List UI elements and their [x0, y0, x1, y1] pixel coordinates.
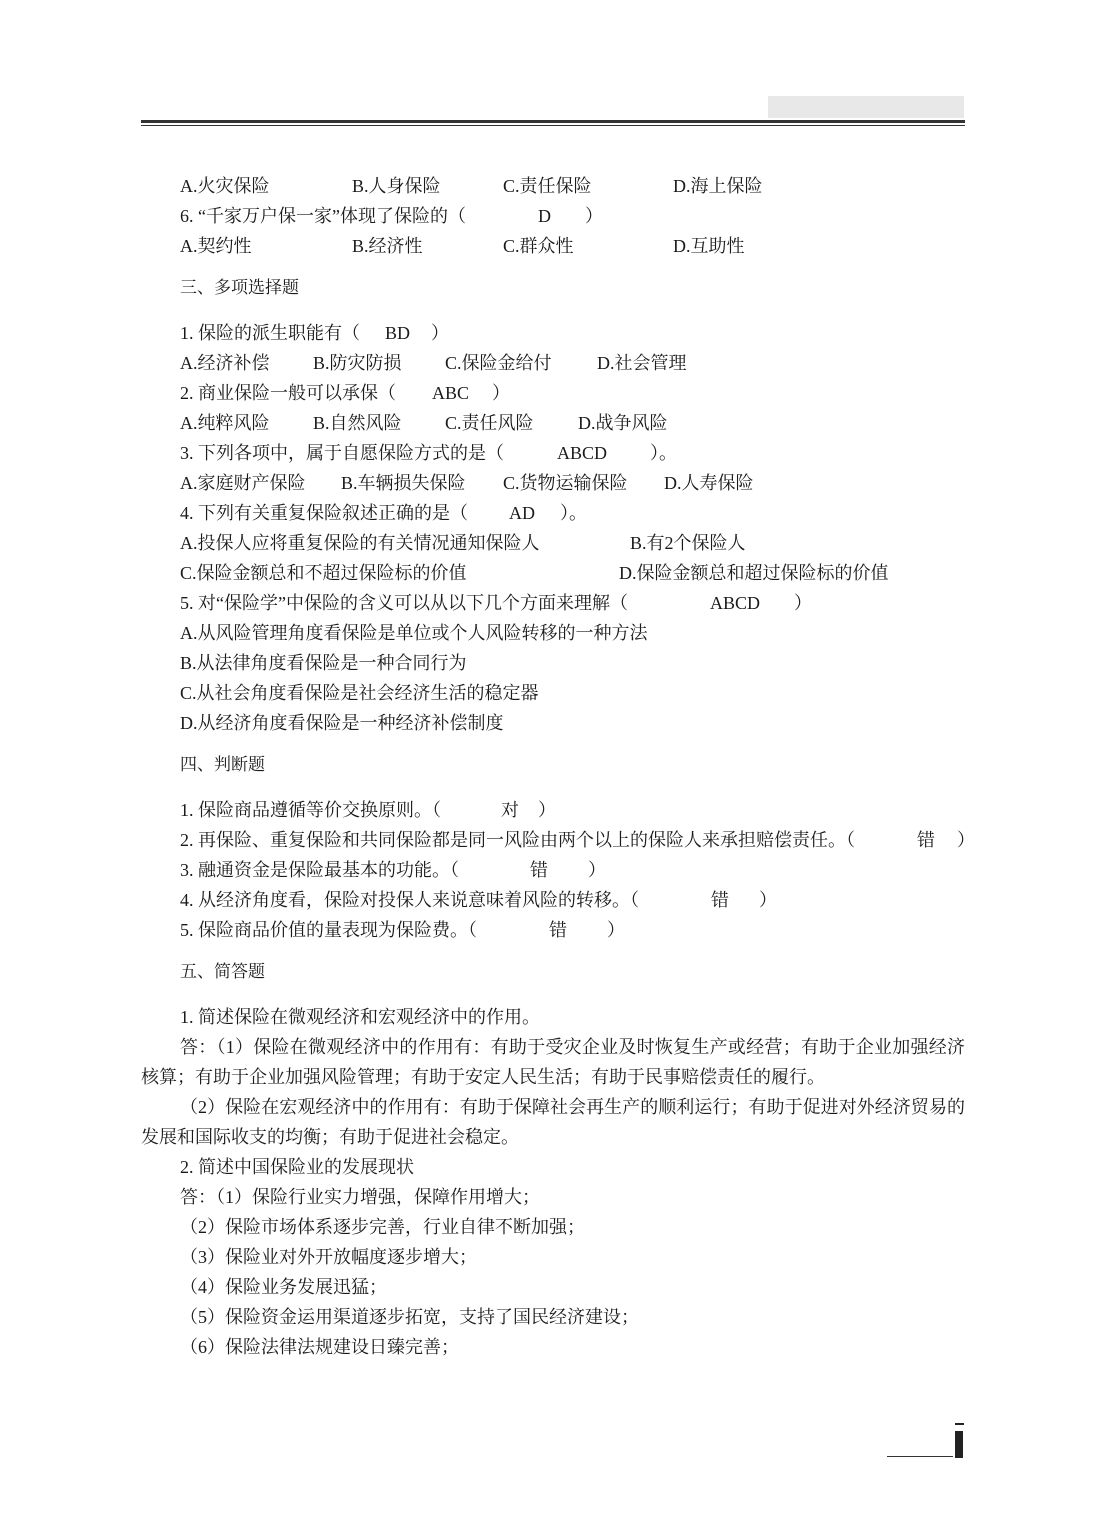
footer-tick — [955, 1423, 964, 1425]
stem-text: 2. 再保险、重复保险和共同保险都是同一风险由两个以上的保险人来承担赔偿责任。（ — [180, 830, 855, 850]
option-a: A.经济补偿 — [180, 353, 270, 373]
answer-item — [141, 1272, 971, 1302]
answer-item-text: （6）保险法律法规建设日臻完善； — [180, 1337, 459, 1357]
bracket-close: ） — [538, 800, 556, 820]
option-c: C.从社会角度看保险是社会经济生活的稳定器 — [180, 683, 539, 703]
question-stem — [141, 915, 971, 945]
stem-text: 5. 保险商品价值的量表现为保险费。（ — [180, 920, 477, 940]
footer-rule — [887, 1456, 953, 1457]
answer-item — [141, 1242, 971, 1272]
question-stem — [141, 201, 971, 231]
stem-text: 4. 从经济角度看，保险对投保人来说意味着风险的转移。（ — [180, 890, 639, 910]
question-stem — [141, 498, 971, 528]
option-c: C.保险金额总和不超过保险标的价值 — [180, 563, 467, 583]
mc5-option-c — [141, 678, 971, 708]
answer: D — [538, 206, 551, 226]
question-stem — [141, 438, 971, 468]
answer-item-text: （3）保险业对外开放幅度逐步增大； — [180, 1247, 477, 1267]
q6-options — [141, 231, 971, 261]
bracket-close: ）。 — [650, 443, 677, 463]
header-rule — [141, 120, 965, 123]
answer-item-text: （2）保险市场体系逐步完善，行业自律不断加强； — [180, 1217, 585, 1237]
option-d: D.海上保险 — [673, 176, 763, 196]
mc5-option-d — [141, 708, 971, 738]
option-c: C.货物运输保险 — [503, 473, 628, 493]
question-stem — [141, 318, 971, 348]
bracket-close: ） — [957, 830, 975, 850]
option-a: A.契约性 — [180, 236, 252, 256]
answer: 对 — [501, 800, 519, 820]
answer-item — [141, 1212, 971, 1242]
stem-text: 3. 融通资金是保险最基本的功能。（ — [180, 860, 459, 880]
bracket-close: ） — [585, 206, 603, 226]
option-d: D.社会管理 — [597, 353, 687, 373]
option-b: B.车辆损失保险 — [341, 473, 466, 493]
bracket-close: ） — [492, 383, 510, 403]
question-stem — [141, 1152, 971, 1182]
option-a: A.投保人应将重复保险的有关情况通知保险人 — [180, 533, 540, 553]
mc3-options — [141, 468, 971, 498]
bracket-close: ） — [759, 890, 777, 910]
stem-text: 2. 商业保险一般可以承保（ — [180, 383, 396, 403]
stem-text: 1. 保险商品遵循等价交换原则。（ — [180, 800, 441, 820]
answer: ABCD — [710, 593, 761, 613]
footer-bar — [955, 1431, 963, 1458]
stem-text: 4. 下列有关重复保险叙述正确的是（ — [180, 503, 468, 523]
bracket-close: ） — [607, 920, 625, 940]
question-stem — [141, 795, 971, 825]
section-heading: 三、多项选择题 — [180, 278, 299, 298]
mc4-options-row2 — [141, 558, 971, 588]
option-b: B.有2个保险人 — [630, 533, 746, 553]
page-content — [141, 171, 975, 1362]
section-heading: 五、简答题 — [180, 962, 265, 982]
question-stem — [141, 855, 971, 885]
answer-item-text: 答：（1）保险行业实力增强，保障作用增大； — [180, 1187, 540, 1207]
answer-item — [141, 1302, 971, 1332]
option-c: C.群众性 — [503, 236, 574, 256]
answer-item-text: （5）保险资金运用渠道逐步拓宽，支持了国民经济建设； — [180, 1307, 639, 1327]
mc2-options — [141, 408, 971, 438]
stem-text: 5. 对“保险学”中保险的含义可以从以下几个方面来理解（ — [180, 593, 628, 613]
question-stem — [141, 825, 975, 855]
mc5-option-a — [141, 618, 971, 648]
question-text: 2. 简述中国保险业的发展现状 — [180, 1157, 414, 1177]
answer-item-text: （4）保险业务发展迅猛； — [180, 1277, 387, 1297]
option-c: C.责任保险 — [503, 176, 592, 196]
mc4-options-row1 — [141, 528, 971, 558]
bracket-close: ） — [794, 593, 812, 613]
stem-text: 6. “千家万户保一家”体现了保险的（ — [180, 206, 466, 226]
bracket-close: ）。 — [560, 503, 587, 523]
option-b: B.自然风险 — [313, 413, 402, 433]
stem-text: 3. 下列各项中，属于自愿保险方式的是（ — [180, 443, 504, 463]
option-a: A.从风险管理角度看保险是单位或个人风险转移的一种方法 — [180, 623, 648, 643]
option-c: C.责任风险 — [445, 413, 534, 433]
option-b: B.人身保险 — [352, 176, 441, 196]
q5-options — [141, 171, 971, 201]
answer: AD — [509, 503, 535, 523]
answer: BD — [385, 323, 411, 343]
answer-item — [141, 1332, 971, 1362]
option-a: A.火灾保险 — [180, 176, 270, 196]
answer: 错 — [530, 860, 548, 880]
option-a: A.家庭财产保险 — [180, 473, 306, 493]
option-b: B.防灾防损 — [313, 353, 402, 373]
option-d: D.人寿保险 — [664, 473, 754, 493]
option-b: B.经济性 — [352, 236, 423, 256]
option-d: D.互助性 — [673, 236, 745, 256]
question-stem — [141, 588, 971, 618]
question-stem — [141, 1002, 971, 1032]
header-shaded-box — [768, 96, 964, 118]
option-a: A.纯粹风险 — [180, 413, 270, 433]
answer: ABC — [432, 383, 470, 403]
option-d: D.保险金额总和超过保险标的价值 — [619, 563, 889, 583]
answer-item — [141, 1182, 971, 1212]
option-d: D.从经济角度看保险是一种经济补偿制度 — [180, 713, 504, 733]
answer: 错 — [917, 830, 935, 850]
header-rule-thin — [141, 125, 965, 126]
bracket-close: ） — [431, 323, 449, 343]
question-stem — [141, 378, 971, 408]
mc1-options — [141, 348, 971, 378]
answer-paragraph: 答：（1）保险在微观经济中的作用有：有助于受灾企业及时恢复生产或经营；有助于企业加强经济核算；有助于企业加强风险管理；有助于安定人民生活；有助于民事赔偿责任的履行。 — [141, 1037, 965, 1087]
mc5-option-b — [141, 648, 971, 678]
bracket-close: ） — [588, 860, 606, 880]
option-b: B.从法律角度看保险是一种合同行为 — [180, 653, 467, 673]
section-heading: 四、判断题 — [180, 755, 265, 775]
question-text: 1. 简述保险在微观经济和宏观经济中的作用。 — [180, 1007, 540, 1027]
option-d: D.战争风险 — [578, 413, 668, 433]
stem-text: 1. 保险的派生职能有（ — [180, 323, 360, 343]
answer: 错 — [711, 890, 729, 910]
answer-paragraph: （2）保险在宏观经济中的作用有：有助于保障社会再生产的顺利运行；有助于促进对外经济贸易的发展和国际收支的均衡；有助于促进社会稳定。 — [141, 1097, 965, 1147]
answer: ABCD — [557, 443, 608, 463]
answer: 错 — [549, 920, 567, 940]
option-c: C.保险金给付 — [445, 353, 552, 373]
question-stem — [141, 885, 971, 915]
